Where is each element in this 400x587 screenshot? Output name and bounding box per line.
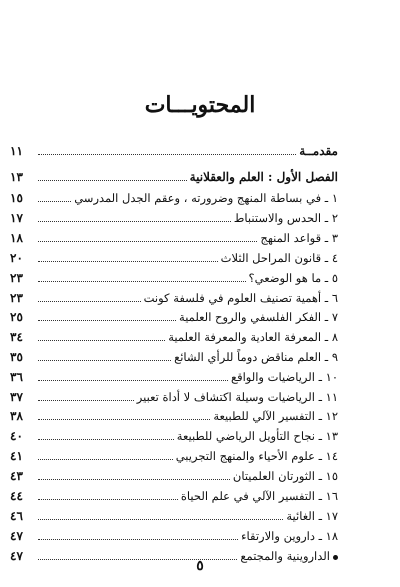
- toc-entry-page: ١٥: [10, 191, 23, 205]
- toc-entry-title: ١٥ ـ الثورتان العلميتان: [232, 469, 338, 483]
- toc-entry: [10, 405, 338, 423]
- dot-leader: [38, 360, 171, 361]
- toc-entry: [10, 207, 338, 225]
- toc-entry: [10, 306, 338, 324]
- dot-leader: [38, 479, 230, 480]
- toc-entry-title: ٧ ـ الفكر الفلسفي والروح العلمية: [179, 310, 338, 324]
- toc-entry-page: ٤٣: [10, 469, 23, 483]
- toc-entry-page: ٤٤: [10, 489, 23, 503]
- toc-entry-page: ٢٣: [10, 271, 23, 285]
- toc-entry-page: ٤٦: [10, 509, 23, 523]
- toc-entry-title: ١٠ ـ الرياضيات والواقع: [230, 370, 338, 384]
- toc-entry-page: ١٣: [10, 170, 23, 184]
- dot-leader: [38, 419, 210, 420]
- dot-leader: [38, 459, 173, 460]
- page-title: المحتويـــات: [144, 92, 256, 118]
- dot-leader: [38, 439, 174, 440]
- page-number: ٥: [196, 558, 204, 574]
- toc-entry-title: ١٢ ـ التفسير الآلي للطبيعة: [213, 409, 338, 423]
- dot-leader: [38, 201, 71, 202]
- toc-entry-page: ٣٦: [10, 370, 23, 384]
- toc-entry-page: ٣٤: [10, 330, 23, 344]
- toc-entry-title: ٢ ـ الحدس والاستنباط: [233, 211, 338, 225]
- toc-entry-title: ١٣ ـ نجاح التأويل الرياضي للطبيعة: [176, 429, 338, 443]
- toc-entry-title: ١٧ ـ الغائية: [286, 509, 338, 523]
- toc-entry-page: ٢٣: [10, 291, 23, 305]
- dot-leader: [38, 380, 228, 381]
- toc-entry: [10, 505, 338, 523]
- toc-entry: [10, 346, 338, 364]
- dot-leader: [38, 519, 283, 520]
- toc-entry: [10, 287, 338, 305]
- toc-entry-page: ٢٠: [10, 251, 23, 265]
- toc-entry-title: ١٤ ـ علوم الأحياء والمنهج التجريبي: [175, 449, 338, 463]
- toc-entry: [10, 465, 338, 483]
- toc-entry-page: ٤٧: [10, 529, 23, 543]
- dot-leader: [38, 499, 178, 500]
- toc-entry-page: ٤٧: [10, 549, 23, 563]
- dot-leader: [38, 180, 187, 181]
- toc-entry: [10, 445, 338, 463]
- toc-entry-title: ١٨ ـ داروين والارتقاء: [241, 529, 338, 543]
- toc-entry-title: ١١ ـ الرياضيات وسيلة اكتشاف لا أداة تعبير: [136, 390, 338, 404]
- toc-entry-page: ١٧: [10, 211, 23, 225]
- dot-leader: [38, 301, 141, 302]
- dot-leader: [38, 221, 231, 222]
- toc-entry: [10, 247, 338, 265]
- toc-entry: [10, 326, 338, 344]
- dot-leader: [38, 400, 134, 401]
- toc-entry-page: ١٨: [10, 231, 23, 245]
- toc-entry: [10, 187, 338, 205]
- toc-entry: [10, 485, 338, 503]
- toc-entry: [10, 267, 338, 285]
- dot-leader: [38, 281, 246, 282]
- toc-entry-page: ٢٥: [10, 310, 23, 324]
- toc-entry: [10, 525, 338, 543]
- toc-entry: [10, 425, 338, 443]
- toc-entry-title: ٩ ـ العلم مناقض دوماً للرأي الشائع: [174, 350, 338, 364]
- toc-entry: [10, 366, 338, 384]
- toc-entry-title: مقدمــة: [299, 144, 338, 158]
- dot-leader: [38, 320, 176, 321]
- dot-leader: [38, 261, 218, 262]
- toc-entry-page: ٣٨: [10, 409, 23, 423]
- toc-entry-title: ١٦ ـ التفسير الآلي في علم الحياة: [180, 489, 338, 503]
- dot-leader: [38, 539, 238, 540]
- toc-entry-title: الداروينية والمجتمع: [237, 549, 338, 563]
- toc-entry-title: ٤ ـ قانون المراحل الثلاث: [220, 251, 338, 265]
- toc-entry: [10, 386, 338, 404]
- toc-entry-page: ٤٠: [10, 429, 23, 443]
- toc-entry-page: ١١: [10, 144, 23, 158]
- dot-leader: [38, 241, 257, 242]
- toc-entry-page: ٤١: [10, 449, 23, 463]
- dot-leader: [38, 154, 296, 155]
- toc-entry-title: ٥ ـ ما هو الوضعي؟: [248, 271, 338, 285]
- toc-entry-title: ٦ ـ أهمية تصنيف العلوم في فلسفة كونت: [143, 291, 338, 305]
- toc-entry: [10, 227, 338, 245]
- dot-leader: [38, 340, 165, 341]
- toc-entry: [10, 140, 338, 158]
- toc-entry-title: ٣ ـ قواعد المنهج: [260, 231, 338, 245]
- toc-entry-page: ٣٧: [10, 390, 23, 404]
- toc-entry-title: الفصل الأول : العلم والعقلانية: [189, 170, 338, 184]
- toc-entry-title: ٨ ـ المعرفة العادية والمعرفة العلمية: [168, 330, 338, 344]
- toc-entry: [10, 166, 338, 184]
- toc-entry-page: ٣٥: [10, 350, 23, 364]
- toc-entry-title: ١ ـ في بساطة المنهج وضرورته ، وعقم الجدل المدرسي: [74, 191, 338, 205]
